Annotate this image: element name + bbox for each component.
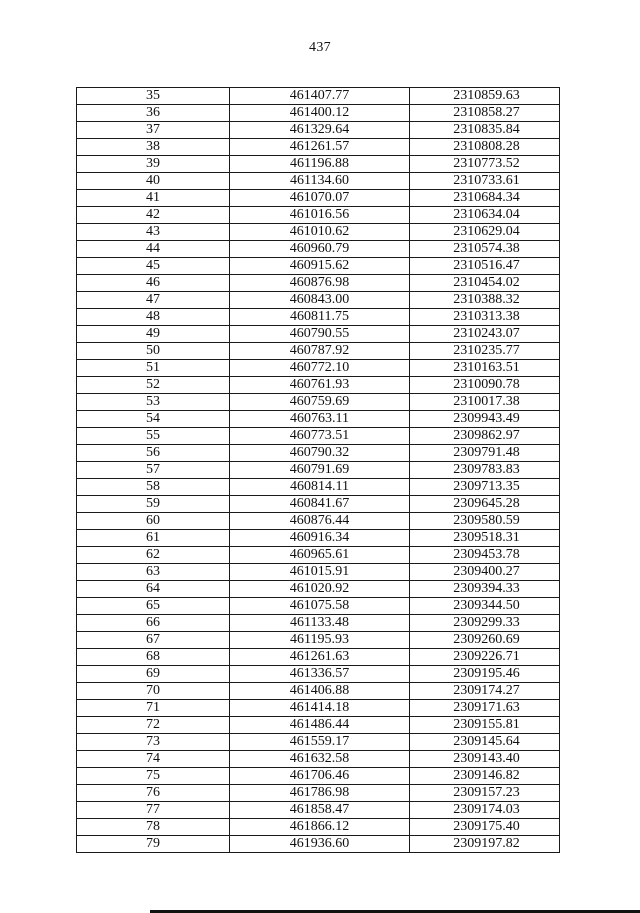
point-number-cell: 39 — [77, 156, 230, 173]
table-row — [77, 479, 560, 496]
point-number-cell: 50 — [77, 343, 230, 360]
x-coordinate-cell: 460773.51 — [230, 428, 410, 445]
point-number-cell: 40 — [77, 173, 230, 190]
x-coordinate-cell: 460876.98 — [230, 275, 410, 292]
page-number: 437 — [309, 40, 331, 55]
table-row — [77, 547, 560, 564]
x-coordinate-cell: 461858.47 — [230, 802, 410, 819]
y-coordinate-cell: 2309783.83 — [410, 462, 560, 479]
table-row — [77, 292, 560, 309]
point-number-cell: 45 — [77, 258, 230, 275]
table-row — [77, 734, 560, 751]
table-row — [77, 751, 560, 768]
table-row — [77, 360, 560, 377]
table-row — [77, 105, 560, 122]
table-row — [77, 377, 560, 394]
point-number-cell: 70 — [77, 683, 230, 700]
x-coordinate-cell: 461414.18 — [230, 700, 410, 717]
y-coordinate-cell: 2309195.46 — [410, 666, 560, 683]
point-number-cell: 52 — [77, 377, 230, 394]
table-row — [77, 156, 560, 173]
y-coordinate-cell: 2309645.28 — [410, 496, 560, 513]
x-coordinate-cell: 461486.44 — [230, 717, 410, 734]
x-coordinate-cell: 460763.11 — [230, 411, 410, 428]
table-row — [77, 581, 560, 598]
point-number-cell: 38 — [77, 139, 230, 156]
x-coordinate-cell: 461407.77 — [230, 88, 410, 105]
point-number-cell: 68 — [77, 649, 230, 666]
y-coordinate-cell: 2309943.49 — [410, 411, 560, 428]
y-coordinate-cell: 2310835.84 — [410, 122, 560, 139]
y-coordinate-cell: 2309174.27 — [410, 683, 560, 700]
table-row — [77, 88, 560, 105]
y-coordinate-cell: 2310243.07 — [410, 326, 560, 343]
x-coordinate-cell: 460843.00 — [230, 292, 410, 309]
point-number-cell: 76 — [77, 785, 230, 802]
y-coordinate-cell: 2310516.47 — [410, 258, 560, 275]
point-number-cell: 59 — [77, 496, 230, 513]
point-number-cell: 72 — [77, 717, 230, 734]
x-coordinate-cell: 460790.32 — [230, 445, 410, 462]
x-coordinate-cell: 461010.62 — [230, 224, 410, 241]
table-row — [77, 530, 560, 547]
y-coordinate-cell: 2310090.78 — [410, 377, 560, 394]
table-row — [77, 190, 560, 207]
x-coordinate-cell: 461559.17 — [230, 734, 410, 751]
point-number-cell: 35 — [77, 88, 230, 105]
x-coordinate-cell: 461133.48 — [230, 615, 410, 632]
point-number-cell: 55 — [77, 428, 230, 445]
x-coordinate-cell: 460960.79 — [230, 241, 410, 258]
table-row — [77, 173, 560, 190]
table-row — [77, 326, 560, 343]
y-coordinate-cell: 2309394.33 — [410, 581, 560, 598]
x-coordinate-cell: 461786.98 — [230, 785, 410, 802]
table-row — [77, 802, 560, 819]
point-number-cell: 77 — [77, 802, 230, 819]
x-coordinate-cell: 461329.64 — [230, 122, 410, 139]
table-row — [77, 717, 560, 734]
y-coordinate-cell: 2309226.71 — [410, 649, 560, 666]
x-coordinate-cell: 460916.34 — [230, 530, 410, 547]
x-coordinate-cell: 460915.62 — [230, 258, 410, 275]
x-coordinate-cell: 461406.88 — [230, 683, 410, 700]
point-number-cell: 42 — [77, 207, 230, 224]
x-coordinate-cell: 461336.57 — [230, 666, 410, 683]
y-coordinate-cell: 2309143.40 — [410, 751, 560, 768]
point-number-cell: 41 — [77, 190, 230, 207]
point-number-cell: 78 — [77, 819, 230, 836]
point-number-cell: 64 — [77, 581, 230, 598]
x-coordinate-cell: 461020.92 — [230, 581, 410, 598]
y-coordinate-cell: 2310859.63 — [410, 88, 560, 105]
table-row — [77, 241, 560, 258]
x-coordinate-cell: 460811.75 — [230, 309, 410, 326]
y-coordinate-cell: 2309518.31 — [410, 530, 560, 547]
table-row — [77, 564, 560, 581]
x-coordinate-cell: 461196.88 — [230, 156, 410, 173]
point-number-cell: 43 — [77, 224, 230, 241]
point-number-cell: 58 — [77, 479, 230, 496]
y-coordinate-cell: 2309155.81 — [410, 717, 560, 734]
table-row — [77, 207, 560, 224]
y-coordinate-cell: 2309260.69 — [410, 632, 560, 649]
point-number-cell: 36 — [77, 105, 230, 122]
table-row — [77, 309, 560, 326]
table-row — [77, 445, 560, 462]
x-coordinate-cell: 460761.93 — [230, 377, 410, 394]
point-number-cell: 46 — [77, 275, 230, 292]
coordinate-table — [76, 87, 560, 853]
y-coordinate-cell: 2309157.23 — [410, 785, 560, 802]
point-number-cell: 75 — [77, 768, 230, 785]
table-row — [77, 343, 560, 360]
y-coordinate-cell: 2310773.52 — [410, 156, 560, 173]
point-number-cell: 65 — [77, 598, 230, 615]
x-coordinate-cell: 461075.58 — [230, 598, 410, 615]
y-coordinate-cell: 2309145.64 — [410, 734, 560, 751]
point-number-cell: 51 — [77, 360, 230, 377]
y-coordinate-cell: 2309453.78 — [410, 547, 560, 564]
y-coordinate-cell: 2309400.27 — [410, 564, 560, 581]
coordinate-table-body — [77, 88, 560, 853]
y-coordinate-cell: 2309344.50 — [410, 598, 560, 615]
y-coordinate-cell: 2310388.32 — [410, 292, 560, 309]
y-coordinate-cell: 2310634.04 — [410, 207, 560, 224]
table-row — [77, 615, 560, 632]
point-number-cell: 61 — [77, 530, 230, 547]
x-coordinate-cell: 460876.44 — [230, 513, 410, 530]
x-coordinate-cell: 460814.11 — [230, 479, 410, 496]
y-coordinate-cell: 2309146.82 — [410, 768, 560, 785]
table-row — [77, 275, 560, 292]
x-coordinate-cell: 460841.67 — [230, 496, 410, 513]
y-coordinate-cell: 2310574.38 — [410, 241, 560, 258]
point-number-cell: 57 — [77, 462, 230, 479]
y-coordinate-cell: 2309713.35 — [410, 479, 560, 496]
point-number-cell: 66 — [77, 615, 230, 632]
x-coordinate-cell: 461015.91 — [230, 564, 410, 581]
y-coordinate-cell: 2310313.38 — [410, 309, 560, 326]
table-row — [77, 666, 560, 683]
point-number-cell: 79 — [77, 836, 230, 853]
point-number-cell: 48 — [77, 309, 230, 326]
table-row — [77, 462, 560, 479]
point-number-cell: 67 — [77, 632, 230, 649]
x-coordinate-cell: 461070.07 — [230, 190, 410, 207]
x-coordinate-cell: 461936.60 — [230, 836, 410, 853]
y-coordinate-cell: 2310733.61 — [410, 173, 560, 190]
table-row — [77, 496, 560, 513]
table-row — [77, 428, 560, 445]
x-coordinate-cell: 460759.69 — [230, 394, 410, 411]
point-number-cell: 74 — [77, 751, 230, 768]
y-coordinate-cell: 2310684.34 — [410, 190, 560, 207]
table-row — [77, 819, 560, 836]
y-coordinate-cell: 2309174.03 — [410, 802, 560, 819]
y-coordinate-cell: 2309197.82 — [410, 836, 560, 853]
y-coordinate-cell: 2310629.04 — [410, 224, 560, 241]
y-coordinate-cell: 2309175.40 — [410, 819, 560, 836]
point-number-cell: 60 — [77, 513, 230, 530]
y-coordinate-cell: 2310163.51 — [410, 360, 560, 377]
point-number-cell: 71 — [77, 700, 230, 717]
x-coordinate-cell: 460772.10 — [230, 360, 410, 377]
x-coordinate-cell: 461866.12 — [230, 819, 410, 836]
table-row — [77, 649, 560, 666]
y-coordinate-cell: 2309171.63 — [410, 700, 560, 717]
point-number-cell: 53 — [77, 394, 230, 411]
y-coordinate-cell: 2309580.59 — [410, 513, 560, 530]
x-coordinate-cell: 461134.60 — [230, 173, 410, 190]
x-coordinate-cell: 461400.12 — [230, 105, 410, 122]
table-row — [77, 513, 560, 530]
y-coordinate-cell: 2309299.33 — [410, 615, 560, 632]
x-coordinate-cell: 461195.93 — [230, 632, 410, 649]
x-coordinate-cell: 461261.63 — [230, 649, 410, 666]
point-number-cell: 44 — [77, 241, 230, 258]
y-coordinate-cell: 2310235.77 — [410, 343, 560, 360]
y-coordinate-cell: 2310858.27 — [410, 105, 560, 122]
table-row — [77, 632, 560, 649]
x-coordinate-cell: 460965.61 — [230, 547, 410, 564]
table-row — [77, 598, 560, 615]
table-row — [77, 258, 560, 275]
x-coordinate-cell: 461632.58 — [230, 751, 410, 768]
y-coordinate-cell: 2309862.97 — [410, 428, 560, 445]
point-number-cell: 69 — [77, 666, 230, 683]
table-row — [77, 139, 560, 156]
x-coordinate-cell: 461261.57 — [230, 139, 410, 156]
table-row — [77, 700, 560, 717]
y-coordinate-cell: 2310017.38 — [410, 394, 560, 411]
y-coordinate-cell: 2310454.02 — [410, 275, 560, 292]
point-number-cell: 63 — [77, 564, 230, 581]
point-number-cell: 54 — [77, 411, 230, 428]
table-row — [77, 411, 560, 428]
y-coordinate-cell: 2309791.48 — [410, 445, 560, 462]
y-coordinate-cell: 2310808.28 — [410, 139, 560, 156]
table-row — [77, 224, 560, 241]
table-row — [77, 768, 560, 785]
point-number-cell: 56 — [77, 445, 230, 462]
x-coordinate-cell: 461706.46 — [230, 768, 410, 785]
x-coordinate-cell: 461016.56 — [230, 207, 410, 224]
point-number-cell: 49 — [77, 326, 230, 343]
table-row — [77, 683, 560, 700]
x-coordinate-cell: 460791.69 — [230, 462, 410, 479]
point-number-cell: 47 — [77, 292, 230, 309]
point-number-cell: 37 — [77, 122, 230, 139]
point-number-cell: 62 — [77, 547, 230, 564]
x-coordinate-cell: 460787.92 — [230, 343, 410, 360]
table-row — [77, 785, 560, 802]
table-row — [77, 394, 560, 411]
point-number-cell: 73 — [77, 734, 230, 751]
x-coordinate-cell: 460790.55 — [230, 326, 410, 343]
table-row — [77, 836, 560, 853]
table-row — [77, 122, 560, 139]
